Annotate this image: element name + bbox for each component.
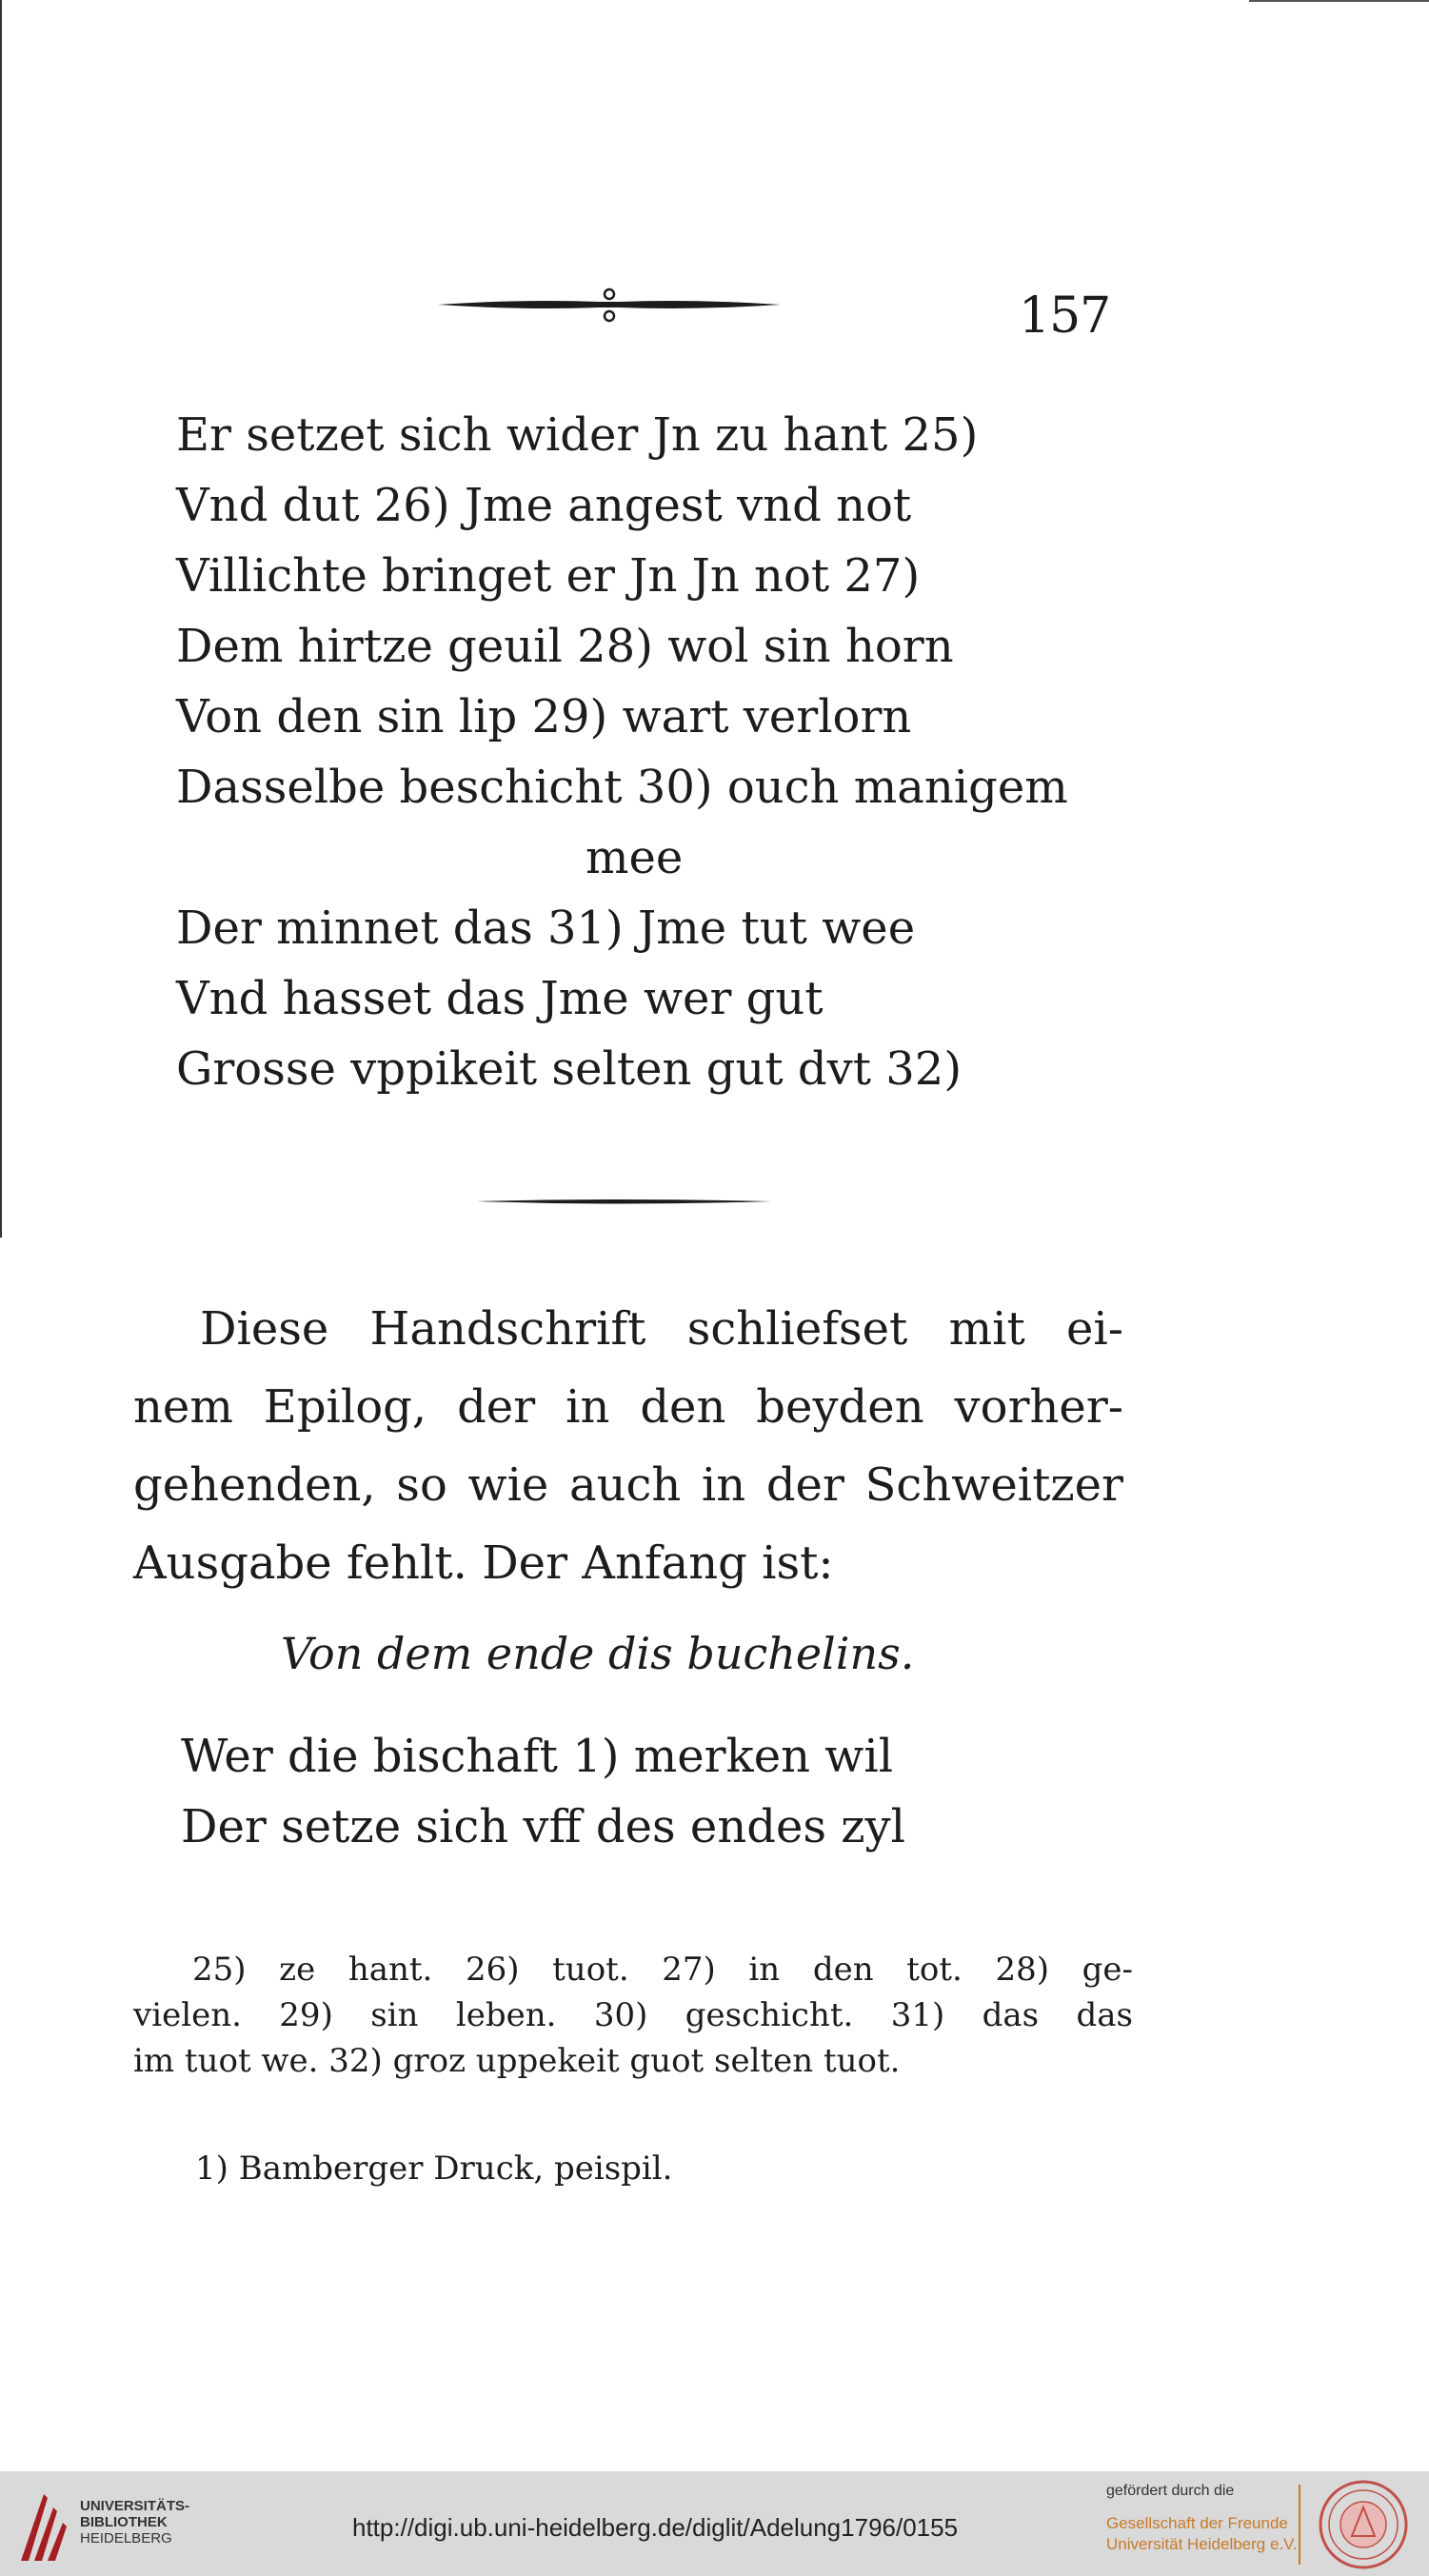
library-name-line: HEIDELBERG xyxy=(80,2530,172,2546)
society-name-line: Gesellschaft der Freunde xyxy=(1106,2514,1288,2532)
prose-paragraph xyxy=(133,1290,1123,1602)
funded-by-label: gefördert durch die xyxy=(1106,2483,1235,2499)
page-number: 157 xyxy=(1019,287,1111,345)
verse-line: Er setzet sich wider Jn zu hant 25) xyxy=(176,408,979,462)
verse-line-continuation: mee xyxy=(585,831,684,884)
verse-line: Vnd dut 26) Jme angest vnd not xyxy=(176,479,912,532)
prose-line: Ausgabe fehlt. Der Anfang ist: xyxy=(133,1536,834,1590)
footer-divider xyxy=(1299,2485,1300,2565)
verse-line: Vnd hasset das Jme wer gut xyxy=(176,972,824,1025)
prose-line: gehenden, so wie auch in der Schweitzer xyxy=(133,1458,1123,1512)
verse-line: Der setze sich vff des endes zyl xyxy=(181,1800,906,1853)
university-seal-icon[interactable] xyxy=(1318,2479,1409,2570)
verse-line: Der minnet das 31) Jme tut wee xyxy=(176,902,916,955)
scan-top-rule xyxy=(1249,0,1429,2)
university-library-logo-icon[interactable] xyxy=(15,2485,70,2566)
library-name-line: UNIVERSITÄTS- xyxy=(80,2498,190,2514)
society-name[interactable] xyxy=(1106,2513,1298,2555)
footnote-line: im tuot we. 32) groz uppekeit guot selten tuot. xyxy=(133,2042,901,2080)
footnote-line: 25) ze hant. 26) tuot. 27) in den tot. 28) ge- xyxy=(192,1951,1133,1989)
library-name[interactable] xyxy=(80,2498,189,2546)
footnotes-block xyxy=(133,1947,1133,2084)
footnote-line: vielen. 29) sin leben. 30) geschicht. 31) das das xyxy=(133,1996,1133,2034)
library-name-line: BIBLIOTHEK xyxy=(80,2514,168,2530)
verse-line: Wer die bischaft 1) merken wil xyxy=(181,1730,894,1783)
prose-line: Diese Handschrift schliefset mit ei- xyxy=(200,1302,1123,1356)
verse-line: Dasselbe beschicht 30) ouch manigem xyxy=(176,761,1068,814)
section-title: Von dem ende dis buchelins. xyxy=(281,1628,915,1679)
digitization-footer xyxy=(0,2471,1429,2576)
header-ornament xyxy=(438,286,781,324)
section-divider-rule xyxy=(476,1188,771,1217)
verse-line: Villichte bringet er Jn Jn not 27) xyxy=(176,549,921,603)
source-url-link[interactable]: http://digi.ub.uni-heidelberg.de/diglit/Adelung1796/0155 xyxy=(352,2513,959,2542)
verse-block-2 xyxy=(181,1721,1190,1862)
verse-line: Von den sin lip 29) wart verlorn xyxy=(176,690,912,743)
society-name-line: Universität Heidelberg e.V. xyxy=(1106,2535,1298,2553)
verse-line: Grosse vppikeit selten gut dvt 32) xyxy=(176,1042,963,1096)
prose-line: nem Epilog, der in den beyden vorher- xyxy=(133,1380,1123,1434)
verse-line: Dem hirtze geuil 28) wol sin horn xyxy=(176,620,954,673)
verse-block-1 xyxy=(176,400,1185,1104)
footnote-bamberg: 1) Bamberger Druck, peispil. xyxy=(195,2150,673,2188)
scan-left-border xyxy=(0,0,2,1238)
